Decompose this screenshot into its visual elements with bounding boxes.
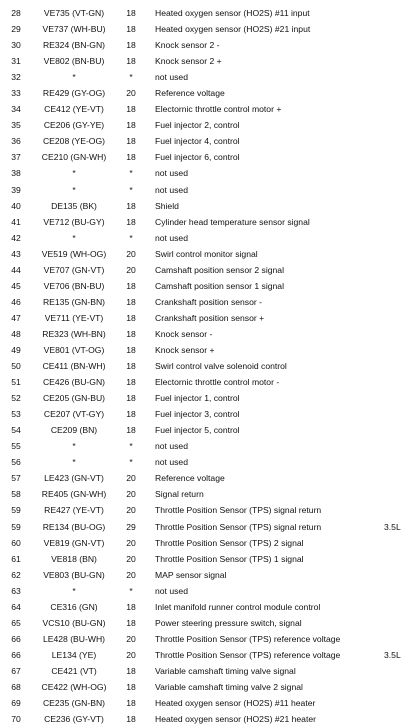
- circuit-code: VE711 (YE-VT): [44, 312, 104, 323]
- wire-gauge: 18: [126, 328, 136, 339]
- pin-description: not used: [155, 457, 188, 468]
- pin-description: Throttle Position Sensor (TPS) 1 signal: [155, 553, 304, 564]
- pin-description: Knock sensor +: [155, 344, 215, 355]
- pin-description: Fuel injector 5, control: [155, 425, 240, 436]
- pin-description: Throttle Position Sensor (TPS) reference voltage: [155, 633, 341, 644]
- table-row: [0, 711, 414, 727]
- table-row: [0, 358, 414, 374]
- table-row: [0, 5, 414, 21]
- circuit-code: CE316 (GN): [50, 601, 98, 612]
- wire-gauge: 18: [126, 409, 136, 420]
- pin-number: 29: [11, 24, 21, 35]
- wire-gauge: 18: [126, 698, 136, 709]
- table-row: [0, 262, 414, 278]
- pin-number: 64: [11, 601, 21, 612]
- wire-gauge: 18: [126, 377, 136, 388]
- circuit-code: CE235 (GN-BN): [42, 698, 106, 709]
- circuit-code: VE818 (BN): [51, 553, 97, 564]
- pin-number: 56: [11, 457, 21, 468]
- circuit-code: CE236 (GY-VT): [44, 714, 104, 725]
- circuit-code: *: [72, 441, 76, 452]
- table-row: [0, 342, 414, 358]
- pin-description: Knock sensor 2 +: [155, 56, 222, 67]
- pin-description: Crankshaft position sensor -: [155, 296, 262, 307]
- pin-number: 66: [11, 649, 21, 660]
- circuit-code: CE421 (VT): [51, 665, 97, 676]
- pin-description: Reference voltage: [155, 473, 225, 484]
- pin-description: Crankshaft position sensor +: [155, 312, 265, 323]
- table-row: [0, 198, 414, 214]
- circuit-code: LE423 (GN-VT): [44, 473, 104, 484]
- table-row: [0, 438, 414, 454]
- pin-description: Throttle Position Sensor (TPS) signal return: [155, 521, 322, 532]
- pin-number: 40: [11, 200, 21, 211]
- pin-number: 46: [11, 296, 21, 307]
- circuit-code: *: [72, 72, 76, 83]
- pin-description: Electornic throttle control motor -: [155, 377, 280, 388]
- pin-number: 65: [11, 617, 21, 628]
- pin-number: 68: [11, 681, 21, 692]
- circuit-code: VE712 (BU-GY): [43, 216, 105, 227]
- wire-gauge: 18: [126, 152, 136, 163]
- circuit-code: RE429 (GY-OG): [42, 88, 106, 99]
- circuit-code: VE706 (BN-BU): [43, 280, 105, 291]
- circuit-code: RE323 (WH-BN): [42, 328, 106, 339]
- circuit-code: CE412 (YE-VT): [44, 104, 104, 115]
- pin-number: 57: [11, 473, 21, 484]
- table-row: [0, 679, 414, 695]
- pin-number: 31: [11, 56, 21, 67]
- pin-description: Heated oxygen sensor (HO2S) #21 input: [155, 24, 311, 35]
- pin-description: MAP sensor signal: [155, 569, 227, 580]
- wire-gauge: 18: [126, 425, 136, 436]
- wire-gauge: 29: [126, 521, 136, 532]
- circuit-code: VE735 (VT-GN): [43, 8, 105, 18]
- pin-description: Electornic throttle control motor +: [155, 104, 282, 115]
- pin-description: Fuel injector 6, control: [155, 152, 240, 163]
- pin-number: 39: [11, 184, 21, 195]
- wire-gauge: 18: [126, 296, 136, 307]
- table-row: [0, 470, 414, 486]
- pin-number: 59: [11, 505, 21, 516]
- table-row: [0, 69, 414, 85]
- wire-gauge: 20: [126, 569, 136, 580]
- pin-number: 50: [11, 361, 21, 372]
- pin-description: Fuel injector 3, control: [155, 409, 240, 420]
- pin-number: 49: [11, 344, 21, 355]
- table-row: [0, 21, 414, 37]
- wire-gauge: 18: [126, 361, 136, 372]
- pin-description: Knock sensor 2 -: [155, 40, 220, 51]
- circuit-code: *: [72, 168, 76, 179]
- wire-gauge: 18: [126, 393, 136, 404]
- circuit-code: LE428 (BU-WH): [42, 633, 106, 644]
- table-row: [0, 310, 414, 326]
- wire-gauge: 18: [126, 601, 136, 612]
- circuit-code: CE207 (VT-GY): [43, 409, 105, 420]
- wire-gauge: 18: [126, 104, 136, 115]
- pin-number: 62: [11, 569, 21, 580]
- wire-gauge: 20: [126, 264, 136, 275]
- wire-gauge: *: [129, 232, 133, 243]
- pin-description: not used: [155, 441, 188, 452]
- table-row: [0, 214, 414, 230]
- wire-gauge: 20: [126, 489, 136, 500]
- table-row: [0, 695, 414, 711]
- circuit-code: VE707 (GN-VT): [43, 264, 105, 275]
- wire-gauge: 18: [126, 120, 136, 131]
- table-row: [0, 567, 414, 583]
- pin-number: 28: [11, 8, 21, 18]
- wire-gauge: 18: [126, 136, 136, 147]
- pin-number: 32: [11, 72, 21, 83]
- wire-gauge: 18: [126, 40, 136, 51]
- circuit-code: VE737 (WH-BU): [42, 24, 106, 35]
- wire-gauge: 18: [126, 681, 136, 692]
- engine-note: 3.5L: [384, 521, 401, 532]
- engine-note: 3.5L: [384, 649, 401, 660]
- pin-description: Heated oxygen sensor (HO2S) #21 heater: [155, 714, 316, 725]
- circuit-code: CE422 (WH-OG): [41, 681, 107, 692]
- pin-description: not used: [155, 184, 188, 195]
- pin-number: 54: [11, 425, 21, 436]
- pin-description: Throttle Position Sensor (TPS) 2 signal: [155, 537, 304, 548]
- pin-number: 51: [11, 377, 21, 388]
- wire-gauge: 20: [126, 633, 136, 644]
- table-row: [0, 182, 414, 198]
- pin-description: Throttle Position Sensor (TPS) signal return: [155, 505, 322, 516]
- table-row: [0, 85, 414, 101]
- pin-description: Variable camshaft timing valve signal: [155, 665, 296, 676]
- table-row: [0, 663, 414, 679]
- circuit-code: LE134 (YE): [51, 649, 97, 660]
- table-row: [0, 551, 414, 567]
- pin-description: Power steering pressure switch, signal: [155, 617, 302, 628]
- circuit-code: *: [72, 457, 76, 468]
- table-row: [0, 149, 414, 165]
- pin-description: Signal return: [155, 489, 204, 500]
- table-row: [0, 615, 414, 631]
- wire-gauge: *: [129, 72, 133, 83]
- wire-gauge: 18: [126, 216, 136, 227]
- pin-description: not used: [155, 232, 188, 243]
- table-row: [0, 519, 414, 535]
- table-row: [0, 599, 414, 615]
- pin-number: 36: [11, 136, 21, 147]
- circuit-code: VE802 (BN-BU): [43, 56, 105, 67]
- circuit-code: RE324 (BN-GN): [42, 40, 106, 51]
- pin-description: not used: [155, 72, 188, 83]
- pin-number: 33: [11, 88, 21, 99]
- table-row: [0, 230, 414, 246]
- pin-number: 38: [11, 168, 21, 179]
- wire-gauge: 18: [126, 344, 136, 355]
- pin-number: 58: [11, 489, 21, 500]
- pin-description: Heated oxygen sensor (HO2S) #11 input: [155, 8, 310, 18]
- pin-number: 47: [11, 312, 21, 323]
- table-row: [0, 631, 414, 647]
- wire-gauge: 18: [126, 312, 136, 323]
- table-row: [0, 454, 414, 470]
- circuit-code: CE210 (GN-WH): [41, 152, 107, 163]
- circuit-code: RE135 (GN-BN): [42, 296, 106, 307]
- circuit-code: VCS10 (BU-GN): [42, 617, 106, 628]
- wire-gauge: *: [129, 457, 133, 468]
- pin-number: 35: [11, 120, 21, 131]
- table-row: [0, 406, 414, 422]
- table-row: [0, 374, 414, 390]
- pin-description: Throttle Position Sensor (TPS) reference voltage: [155, 649, 341, 660]
- table-row: [0, 647, 414, 663]
- wire-gauge: 18: [126, 200, 136, 211]
- wire-gauge: 20: [126, 505, 136, 516]
- table-row: [0, 133, 414, 149]
- wire-gauge: *: [129, 441, 133, 452]
- pin-number: 61: [11, 553, 21, 564]
- table-row: [0, 246, 414, 262]
- wire-gauge: 18: [126, 714, 136, 725]
- pin-number: 34: [11, 104, 21, 115]
- pin-number: 42: [11, 232, 21, 243]
- pin-description: Inlet manifold runner control module control: [155, 601, 321, 612]
- circuit-code: CE209 (BN): [50, 425, 98, 436]
- wire-gauge: 20: [126, 649, 136, 660]
- pin-description: Cylinder head temperature sensor signal: [155, 216, 310, 227]
- pin-number: 67: [11, 665, 21, 676]
- table-row: [0, 165, 414, 181]
- circuit-code: VE519 (WH-OG): [41, 248, 107, 259]
- circuit-code: CE426 (BU-GN): [42, 377, 106, 388]
- pin-number: 44: [11, 264, 21, 275]
- pin-description: Camshaft position sensor 1 signal: [155, 280, 284, 291]
- pin-description: Swirl control valve solenoid control: [155, 361, 287, 372]
- circuit-code: CE206 (GY-YE): [43, 120, 105, 131]
- table-row: [0, 502, 414, 518]
- table-row: [0, 101, 414, 117]
- table-row: [0, 326, 414, 342]
- pin-number: 66: [11, 633, 21, 644]
- pin-description: Knock sensor -: [155, 328, 213, 339]
- table-row: [0, 422, 414, 438]
- pin-number: 43: [11, 248, 21, 259]
- pin-number: 37: [11, 152, 21, 163]
- circuit-code: CE208 (YE-OG): [42, 136, 106, 147]
- pin-description: Fuel injector 4, control: [155, 136, 240, 147]
- pin-description: not used: [155, 168, 188, 179]
- circuit-code: *: [72, 585, 76, 596]
- wire-gauge: *: [129, 168, 133, 179]
- wire-gauge: 18: [126, 665, 136, 676]
- pin-number: 69: [11, 698, 21, 709]
- wire-gauge: 18: [126, 617, 136, 628]
- pin-number: 48: [11, 328, 21, 339]
- wire-gauge: 18: [126, 56, 136, 67]
- pin-number: 41: [11, 216, 21, 227]
- table-row: [0, 37, 414, 53]
- pin-number: 30: [11, 40, 21, 51]
- circuit-code: RE427 (YE-VT): [44, 505, 104, 516]
- pin-description: Shield: [155, 200, 179, 211]
- pin-description: not used: [155, 585, 188, 596]
- circuit-code: VE819 (GN-VT): [43, 537, 105, 548]
- circuit-code: RE134 (BU-OG): [42, 521, 106, 532]
- pin-number: 63: [11, 585, 21, 596]
- pin-description: Variable camshaft timing valve 2 signal: [155, 681, 303, 692]
- table-row: [0, 535, 414, 551]
- table-row: [0, 117, 414, 133]
- circuit-code: VE801 (VT-OG): [43, 344, 105, 355]
- table-row: [0, 278, 414, 294]
- pin-description: Camshaft position sensor 2 signal: [155, 264, 284, 275]
- pin-description: Fuel injector 2, control: [155, 120, 240, 131]
- pin-description: Reference voltage: [155, 88, 225, 99]
- circuit-code: RE405 (GN-WH): [41, 489, 107, 500]
- table-row: [0, 390, 414, 406]
- circuit-code: DE135 (BK): [51, 200, 97, 211]
- pin-number: 45: [11, 280, 21, 291]
- wire-gauge: 18: [126, 280, 136, 291]
- pin-description: Fuel injector 1, control: [155, 393, 240, 404]
- pin-number: 55: [11, 441, 21, 452]
- table-row: [0, 53, 414, 69]
- wire-gauge: 20: [126, 473, 136, 484]
- table-row: [0, 294, 414, 310]
- wire-gauge: 20: [126, 88, 136, 99]
- pin-number: 53: [11, 409, 21, 420]
- wire-gauge: 18: [126, 8, 136, 18]
- wire-gauge: 20: [126, 553, 136, 564]
- wire-gauge: *: [129, 184, 133, 195]
- circuit-code: CE411 (BN-WH): [42, 361, 106, 372]
- wire-gauge: *: [129, 585, 133, 596]
- wire-gauge: 20: [126, 537, 136, 548]
- circuit-code: VE803 (BU-GN): [43, 569, 105, 580]
- pin-number: 60: [11, 537, 21, 548]
- pin-number: 52: [11, 393, 21, 404]
- circuit-code: *: [72, 184, 76, 195]
- wire-gauge: 20: [126, 248, 136, 259]
- pin-description: Heated oxygen sensor (HO2S) #11 heater: [155, 698, 316, 709]
- table-row: [0, 486, 414, 502]
- wire-gauge: 18: [126, 24, 136, 35]
- circuit-code: CE205 (GN-BU): [42, 393, 106, 404]
- pin-number: 59: [11, 521, 21, 532]
- pin-table: [0, 5, 414, 727]
- pin-number: 70: [11, 714, 21, 725]
- table-row: [0, 583, 414, 599]
- pin-description: Swirl control monitor signal: [155, 248, 258, 259]
- circuit-code: *: [72, 232, 76, 243]
